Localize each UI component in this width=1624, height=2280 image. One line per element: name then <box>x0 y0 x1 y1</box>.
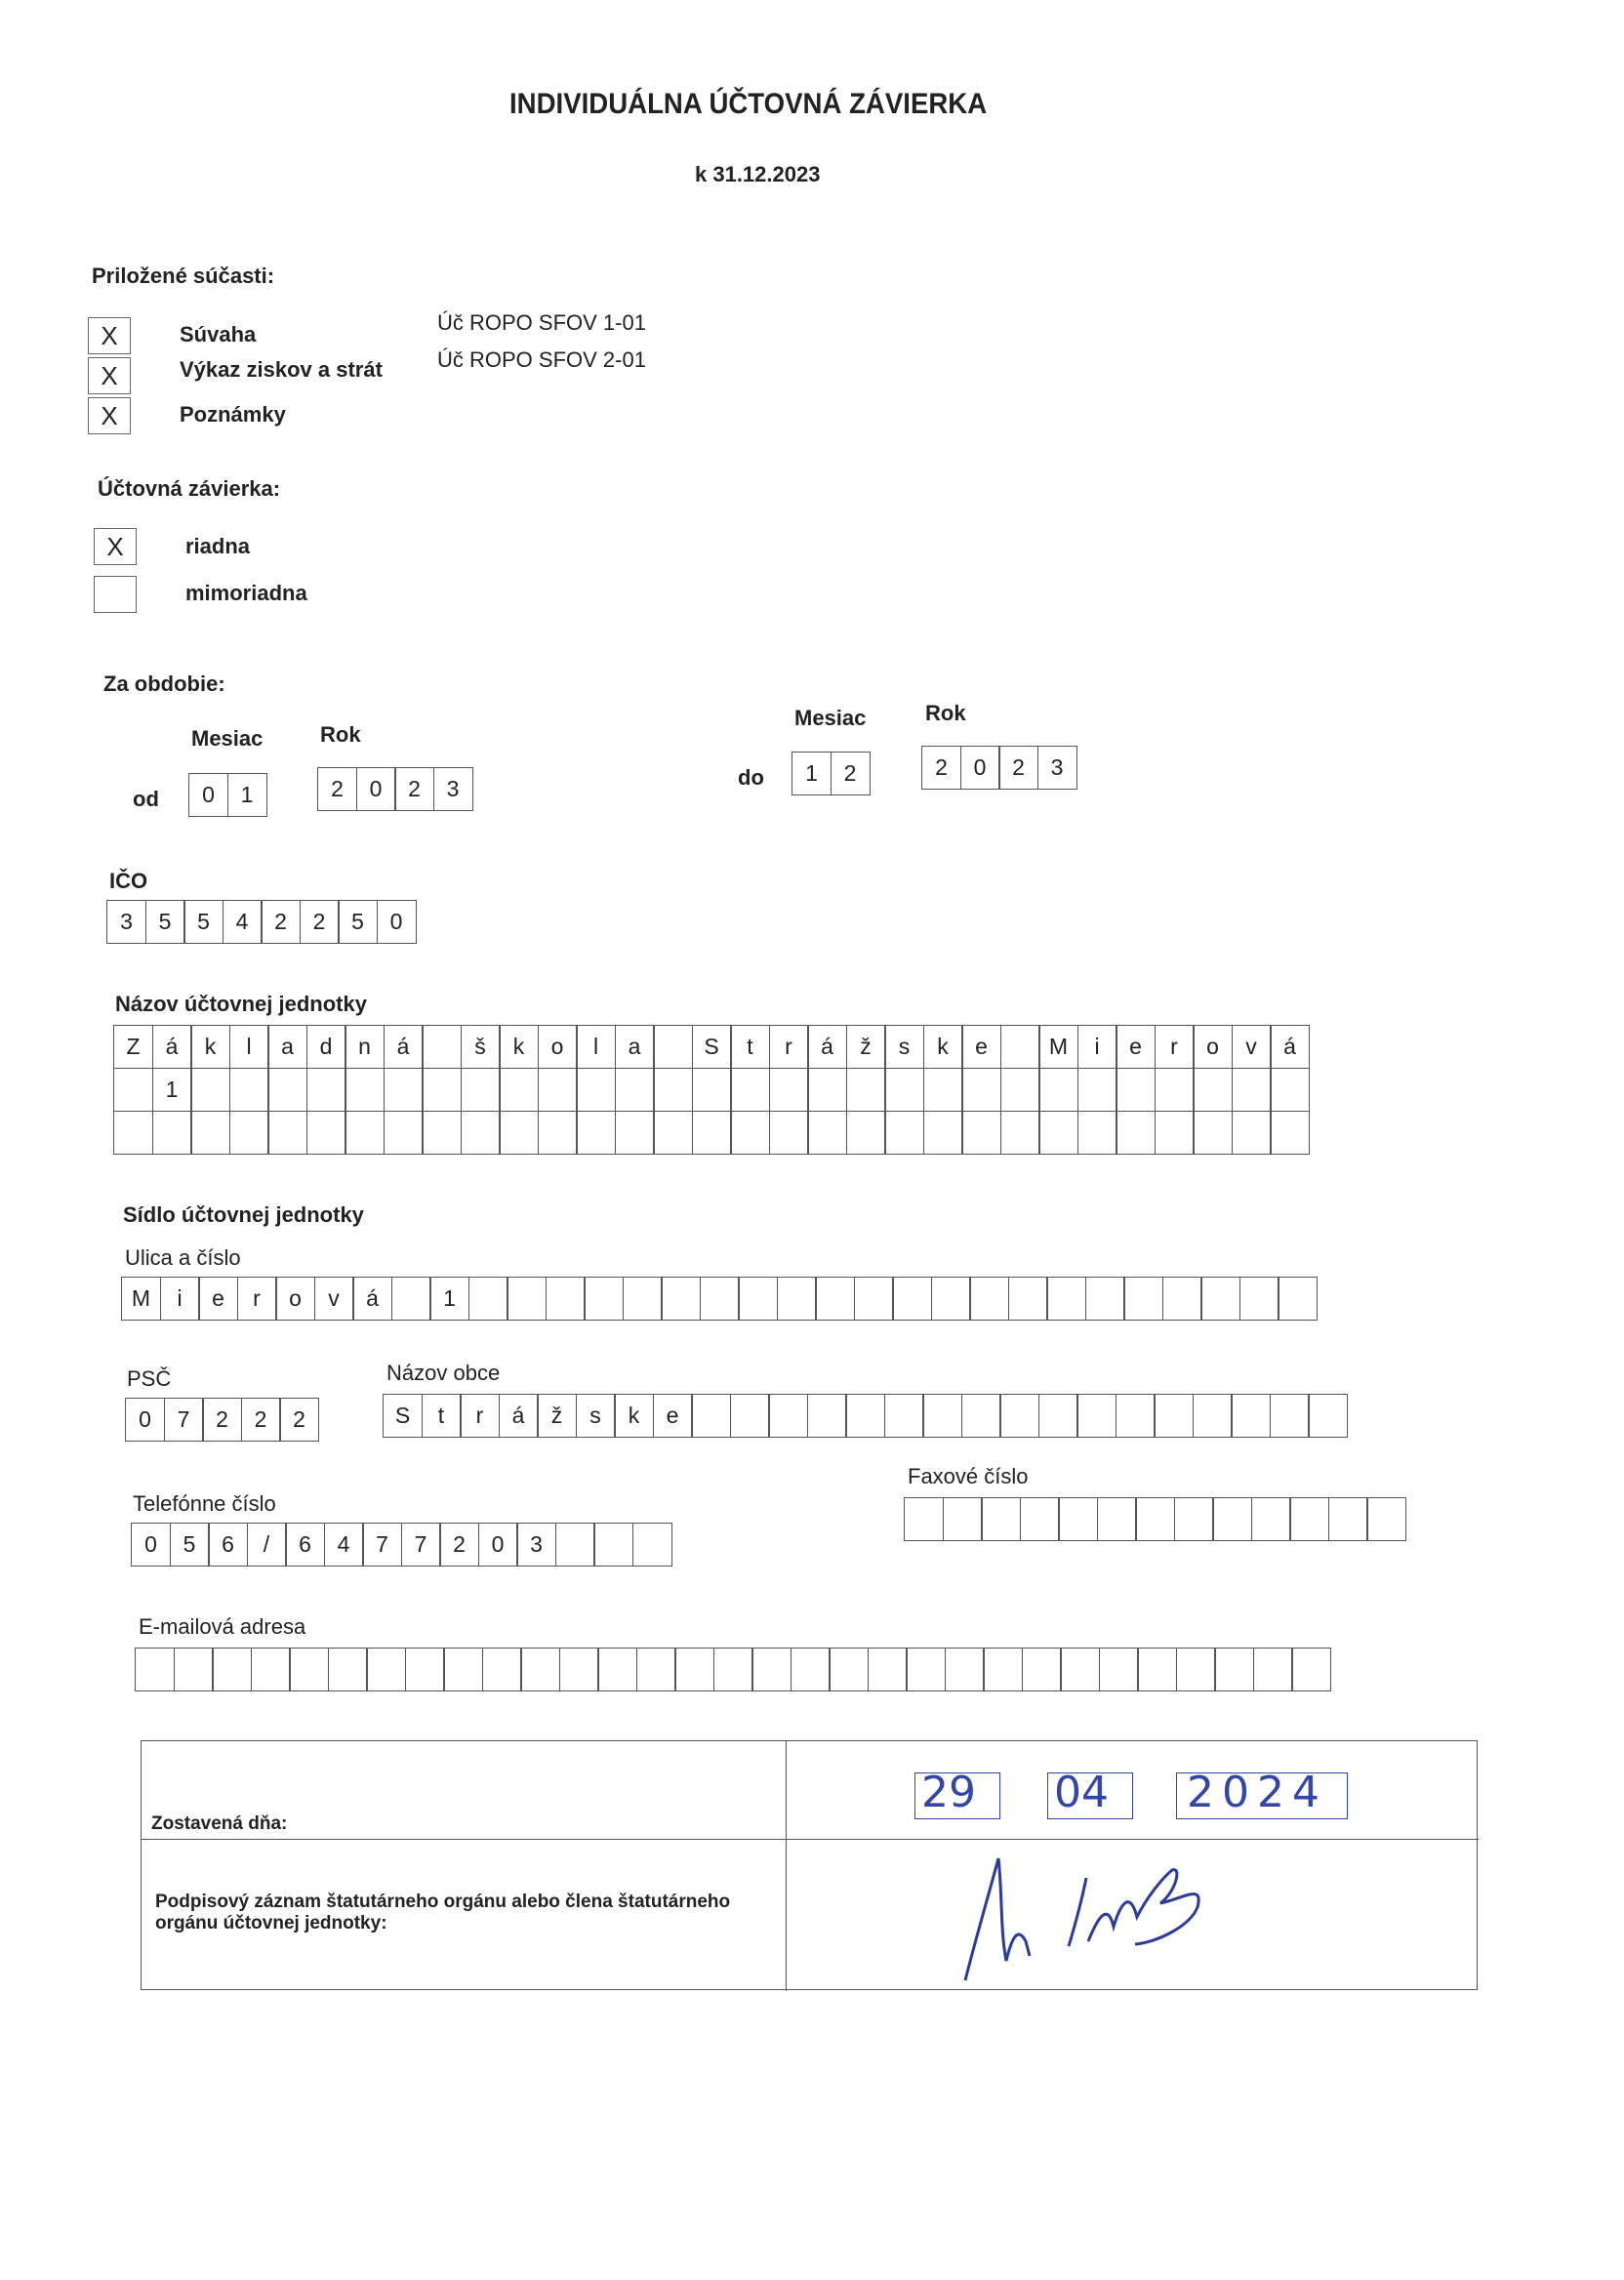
street-cell[interactable] <box>1200 1277 1240 1321</box>
name-cell[interactable] <box>345 1068 385 1112</box>
street-cell[interactable] <box>738 1277 778 1321</box>
from-year-label: Rok <box>320 722 361 747</box>
street-cell[interactable] <box>623 1277 663 1321</box>
name-cell[interactable] <box>113 1111 153 1155</box>
street-cell[interactable] <box>1085 1277 1125 1321</box>
name-cell[interactable] <box>384 1068 424 1112</box>
email-cell[interactable] <box>945 1648 985 1691</box>
from-month-cell[interactable]: 1 <box>227 773 267 817</box>
name-cell[interactable] <box>345 1111 385 1155</box>
name-cell[interactable] <box>615 1068 655 1112</box>
email-cell[interactable] <box>983 1648 1023 1691</box>
period-heading: Za obdobie: <box>103 672 225 696</box>
street-cell[interactable] <box>815 1277 855 1321</box>
email-cell[interactable] <box>1060 1648 1100 1691</box>
email-cell[interactable] <box>289 1648 329 1691</box>
compiled-label: Zostavená dňa: <box>151 1813 288 1834</box>
name-cell[interactable] <box>846 1068 886 1112</box>
email-cell[interactable] <box>1022 1648 1062 1691</box>
name-cell[interactable]: l <box>229 1025 269 1069</box>
fax-cell[interactable] <box>981 1497 1021 1541</box>
fax-cell[interactable] <box>1097 1497 1137 1541</box>
from-month-field[interactable] <box>188 773 267 817</box>
name-cell[interactable] <box>422 1111 462 1155</box>
email-cell[interactable] <box>328 1648 368 1691</box>
email-cell[interactable] <box>1214 1648 1254 1691</box>
name-cell[interactable] <box>1116 1111 1156 1155</box>
signature-label: Podpisový záznam štatutárneho orgánu alebo člena štatutárneho orgánu účtovnej jednotky: <box>155 1892 731 1934</box>
city-cell[interactable] <box>1038 1394 1078 1438</box>
fax-field[interactable] <box>904 1497 1406 1541</box>
name-cell[interactable] <box>1000 1025 1040 1069</box>
city-cell[interactable]: s <box>576 1394 616 1438</box>
fax-cell[interactable] <box>943 1497 983 1541</box>
phone-cell[interactable]: / <box>247 1523 287 1567</box>
psc-cell[interactable]: 0 <box>125 1398 165 1442</box>
psc-cell[interactable]: 2 <box>279 1398 319 1442</box>
name-cell[interactable] <box>846 1111 886 1155</box>
name-cell[interactable] <box>884 1068 924 1112</box>
name-cell[interactable] <box>461 1111 501 1155</box>
email-cell[interactable] <box>520 1648 560 1691</box>
city-cell[interactable] <box>884 1394 924 1438</box>
from-year-field[interactable] <box>317 767 473 811</box>
city-cell[interactable] <box>730 1394 770 1438</box>
street-cell[interactable]: á <box>352 1277 392 1321</box>
name-cell[interactable] <box>1155 1068 1195 1112</box>
name-cell[interactable]: š <box>461 1025 501 1069</box>
table-divider <box>786 1741 787 1991</box>
name-cell[interactable] <box>1270 1111 1310 1155</box>
name-cell[interactable]: ž <box>846 1025 886 1069</box>
email-cell[interactable] <box>174 1648 214 1691</box>
ref-suvaha: Úč ROPO SFOV 1-01 <box>437 310 646 335</box>
psc-field[interactable] <box>125 1398 319 1442</box>
street-cell[interactable] <box>584 1277 624 1321</box>
city-cell[interactable] <box>1154 1394 1194 1438</box>
email-cell[interactable] <box>1137 1648 1177 1691</box>
email-cell[interactable] <box>135 1648 175 1691</box>
city-cell[interactable] <box>1116 1394 1156 1438</box>
name-cell[interactable] <box>692 1111 732 1155</box>
email-label: E-mailová adresa <box>139 1614 306 1639</box>
name-cell[interactable] <box>229 1068 269 1112</box>
email-cell[interactable] <box>251 1648 291 1691</box>
compiled-day: 29 <box>921 1768 976 1817</box>
phone-cell[interactable]: 5 <box>170 1523 210 1567</box>
city-cell[interactable] <box>1076 1394 1116 1438</box>
email-cell[interactable] <box>405 1648 445 1691</box>
from-month-cell[interactable]: 0 <box>188 773 228 817</box>
city-cell[interactable]: k <box>614 1394 654 1438</box>
name-cell[interactable]: t <box>730 1025 770 1069</box>
to-year-label: Rok <box>925 701 966 725</box>
label-poznamky: Poznámky <box>180 402 286 427</box>
name-cell[interactable] <box>1000 1068 1040 1112</box>
name-cell[interactable]: Z <box>113 1025 153 1069</box>
from-label: od <box>133 787 159 811</box>
phone-field[interactable] <box>131 1523 672 1567</box>
name-cell[interactable] <box>1193 1111 1233 1155</box>
name-cell[interactable] <box>152 1111 192 1155</box>
street-cell[interactable] <box>468 1277 508 1321</box>
email-cell[interactable] <box>597 1648 637 1691</box>
city-cell[interactable] <box>768 1394 808 1438</box>
city-cell[interactable] <box>961 1394 1001 1438</box>
psc-label: PSČ <box>127 1366 172 1391</box>
name-cell[interactable]: k <box>499 1025 539 1069</box>
city-cell[interactable] <box>922 1394 962 1438</box>
name-field-row-2[interactable] <box>113 1068 1310 1112</box>
name-cell[interactable] <box>267 1068 307 1112</box>
name-cell[interactable] <box>538 1068 578 1112</box>
street-cell[interactable]: M <box>121 1277 161 1321</box>
email-cell[interactable] <box>636 1648 676 1691</box>
name-cell[interactable] <box>576 1111 616 1155</box>
email-cell[interactable] <box>366 1648 406 1691</box>
name-cell[interactable] <box>1232 1111 1272 1155</box>
name-cell[interactable] <box>769 1068 809 1112</box>
name-cell[interactable] <box>1038 1068 1078 1112</box>
email-cell[interactable] <box>868 1648 908 1691</box>
name-cell[interactable] <box>499 1068 539 1112</box>
email-cell[interactable] <box>1176 1648 1216 1691</box>
name-cell[interactable]: á <box>1270 1025 1310 1069</box>
street-field[interactable] <box>121 1277 1318 1321</box>
phone-label: Telefónne číslo <box>133 1491 276 1516</box>
compiled-month-box[interactable] <box>1047 1768 1133 1819</box>
street-cell[interactable] <box>1239 1277 1279 1321</box>
name-cell[interactable] <box>769 1111 809 1155</box>
from-year-cell[interactable]: 2 <box>317 767 357 811</box>
name-cell[interactable] <box>653 1111 693 1155</box>
fax-cell[interactable] <box>1058 1497 1098 1541</box>
email-cell[interactable] <box>906 1648 946 1691</box>
name-cell[interactable]: d <box>306 1025 346 1069</box>
city-cell[interactable]: ž <box>537 1394 577 1438</box>
seat-heading: Sídlo účtovnej jednotky <box>123 1202 364 1227</box>
phone-cell[interactable]: 0 <box>478 1523 518 1567</box>
name-cell[interactable] <box>807 1111 847 1155</box>
street-cell[interactable]: o <box>275 1277 315 1321</box>
name-cell[interactable]: o <box>1193 1025 1233 1069</box>
email-cell[interactable] <box>1291 1648 1331 1691</box>
to-month-cell[interactable]: 2 <box>831 752 871 795</box>
name-cell[interactable] <box>884 1111 924 1155</box>
name-cell[interactable]: a <box>615 1025 655 1069</box>
name-label: Názov účtovnej jednotky <box>115 992 367 1016</box>
signature-table <box>141 1740 1478 1990</box>
name-cell[interactable] <box>190 1068 230 1112</box>
city-cell[interactable] <box>845 1394 885 1438</box>
city-cell[interactable]: t <box>422 1394 462 1438</box>
street-cell[interactable]: 1 <box>429 1277 469 1321</box>
name-cell[interactable] <box>461 1068 501 1112</box>
fax-cell[interactable] <box>1251 1497 1291 1541</box>
ico-cell[interactable]: 5 <box>183 900 223 944</box>
street-cell[interactable] <box>1008 1277 1048 1321</box>
name-cell[interactable] <box>1193 1068 1233 1112</box>
email-cell[interactable] <box>751 1648 792 1691</box>
street-cell[interactable]: v <box>314 1277 354 1321</box>
name-cell[interactable]: a <box>267 1025 307 1069</box>
name-cell[interactable]: n <box>345 1025 385 1069</box>
name-cell[interactable]: v <box>1232 1025 1272 1069</box>
ico-cell[interactable]: 4 <box>223 900 263 944</box>
city-cell[interactable]: r <box>460 1394 500 1438</box>
city-cell[interactable]: S <box>383 1394 423 1438</box>
street-cell[interactable]: i <box>160 1277 200 1321</box>
city-cell[interactable]: á <box>499 1394 539 1438</box>
name-cell[interactable] <box>1155 1111 1195 1155</box>
from-year-cell[interactable]: 3 <box>433 767 473 811</box>
ico-cell[interactable]: 5 <box>338 900 378 944</box>
name-cell[interactable] <box>692 1068 732 1112</box>
name-cell[interactable]: e <box>961 1025 1001 1069</box>
table-divider <box>142 1839 1479 1840</box>
phone-cell[interactable]: 3 <box>516 1523 556 1567</box>
fax-cell[interactable] <box>1366 1497 1406 1541</box>
city-cell[interactable] <box>691 1394 731 1438</box>
city-label: Názov obce <box>386 1361 501 1385</box>
phone-cell[interactable]: 6 <box>285 1523 325 1567</box>
attachments-heading: Priložené súčasti: <box>92 264 275 288</box>
to-month-label: Mesiac <box>794 706 867 730</box>
name-cell[interactable] <box>113 1068 153 1112</box>
name-cell[interactable] <box>961 1111 1001 1155</box>
email-cell[interactable] <box>1253 1648 1293 1691</box>
to-year-cell[interactable]: 2 <box>921 746 961 790</box>
street-cell[interactable] <box>1123 1277 1163 1321</box>
email-cell[interactable] <box>482 1648 522 1691</box>
fax-cell[interactable] <box>904 1497 944 1541</box>
name-cell[interactable]: l <box>576 1025 616 1069</box>
name-cell[interactable]: á <box>384 1025 424 1069</box>
email-cell[interactable] <box>791 1648 831 1691</box>
fax-cell[interactable] <box>1212 1497 1252 1541</box>
fax-label: Faxové číslo <box>908 1464 1029 1488</box>
name-cell[interactable] <box>1000 1111 1040 1155</box>
city-cell[interactable] <box>999 1394 1039 1438</box>
street-cell[interactable] <box>1162 1277 1202 1321</box>
checkbox-poznamky[interactable]: X <box>88 397 131 434</box>
fax-cell[interactable] <box>1020 1497 1060 1541</box>
email-field[interactable] <box>135 1648 1331 1691</box>
city-cell[interactable] <box>1270 1394 1310 1438</box>
name-cell[interactable] <box>1077 1068 1117 1112</box>
name-cell[interactable]: S <box>692 1025 732 1069</box>
label-vykaz: Výkaz ziskov a strát <box>180 357 383 382</box>
street-cell[interactable] <box>507 1277 547 1321</box>
label-suvaha: Súvaha <box>180 322 257 346</box>
name-cell[interactable] <box>306 1111 346 1155</box>
phone-cell[interactable]: 2 <box>439 1523 479 1567</box>
street-cell[interactable] <box>700 1277 740 1321</box>
compiled-year-box[interactable] <box>1176 1768 1348 1819</box>
label-mimoriadna: mimoriadna <box>185 581 307 605</box>
checkbox-suvaha[interactable]: X <box>88 317 131 354</box>
ico-cell[interactable]: 2 <box>261 900 301 944</box>
label-riadna: riadna <box>185 534 251 558</box>
fax-cell[interactable] <box>1135 1497 1175 1541</box>
name-cell[interactable]: k <box>923 1025 963 1069</box>
to-year-cell[interactable]: 2 <box>998 746 1038 790</box>
email-cell[interactable] <box>212 1648 252 1691</box>
name-cell[interactable]: á <box>807 1025 847 1069</box>
name-cell[interactable] <box>730 1111 770 1155</box>
ico-label: IČO <box>109 869 148 893</box>
name-cell[interactable] <box>730 1068 770 1112</box>
email-cell[interactable] <box>443 1648 483 1691</box>
name-cell[interactable]: s <box>884 1025 924 1069</box>
city-cell[interactable] <box>1193 1394 1233 1438</box>
psc-cell[interactable]: 2 <box>241 1398 281 1442</box>
name-cell[interactable] <box>653 1025 693 1069</box>
name-cell[interactable] <box>615 1111 655 1155</box>
compiled-month: 04 <box>1054 1768 1109 1817</box>
name-cell[interactable]: o <box>538 1025 578 1069</box>
ico-field[interactable] <box>106 900 417 944</box>
to-year-cell[interactable]: 0 <box>960 746 1000 790</box>
name-cell[interactable]: á <box>152 1025 192 1069</box>
name-cell[interactable] <box>961 1068 1001 1112</box>
phone-cell[interactable] <box>593 1523 633 1567</box>
fax-cell[interactable] <box>1289 1497 1329 1541</box>
name-cell[interactable] <box>1038 1111 1078 1155</box>
phone-cell[interactable] <box>555 1523 595 1567</box>
to-year-cell[interactable]: 3 <box>1037 746 1077 790</box>
ref-vykaz: Úč ROPO SFOV 2-01 <box>437 347 646 372</box>
name-cell[interactable]: r <box>769 1025 809 1069</box>
statement-type-heading: Účtovná závierka: <box>98 476 281 501</box>
name-cell[interactable] <box>653 1068 693 1112</box>
fax-cell[interactable] <box>1174 1497 1214 1541</box>
phone-cell[interactable]: 4 <box>324 1523 364 1567</box>
from-year-cell[interactable]: 2 <box>394 767 434 811</box>
street-cell[interactable] <box>546 1277 586 1321</box>
name-cell[interactable]: e <box>1116 1025 1156 1069</box>
city-cell[interactable] <box>807 1394 847 1438</box>
phone-cell[interactable] <box>632 1523 672 1567</box>
from-year-cell[interactable]: 0 <box>356 767 396 811</box>
name-cell[interactable] <box>807 1068 847 1112</box>
signature-mark <box>942 1849 1332 1995</box>
name-cell[interactable]: k <box>190 1025 230 1069</box>
ico-cell[interactable]: 0 <box>377 900 417 944</box>
page-title: INDIVIDUÁLNA ÚČTOVNÁ ZÁVIERKA <box>509 88 988 120</box>
street-cell[interactable] <box>892 1277 932 1321</box>
name-cell[interactable] <box>190 1111 230 1155</box>
name-cell[interactable] <box>229 1111 269 1155</box>
ico-cell[interactable]: 3 <box>106 900 146 944</box>
ico-cell[interactable]: 2 <box>300 900 340 944</box>
street-label: Ulica a číslo <box>125 1245 241 1270</box>
name-cell[interactable] <box>1232 1068 1272 1112</box>
phone-cell[interactable]: 6 <box>208 1523 248 1567</box>
name-cell[interactable] <box>923 1111 963 1155</box>
street-cell[interactable]: e <box>198 1277 238 1321</box>
street-cell[interactable] <box>1278 1277 1318 1321</box>
street-cell[interactable] <box>931 1277 971 1321</box>
ico-cell[interactable]: 5 <box>145 900 185 944</box>
phone-cell[interactable]: 0 <box>131 1523 171 1567</box>
psc-cell[interactable]: 2 <box>202 1398 242 1442</box>
name-cell[interactable]: r <box>1155 1025 1195 1069</box>
name-cell[interactable] <box>538 1111 578 1155</box>
checkbox-vykaz[interactable]: X <box>88 357 131 394</box>
phone-cell[interactable]: 7 <box>362 1523 402 1567</box>
name-cell[interactable] <box>267 1111 307 1155</box>
name-cell[interactable] <box>923 1068 963 1112</box>
email-cell[interactable] <box>674 1648 714 1691</box>
name-cell[interactable] <box>576 1068 616 1112</box>
name-field-row-1[interactable] <box>113 1025 1310 1069</box>
name-cell[interactable] <box>422 1068 462 1112</box>
city-cell[interactable] <box>1308 1394 1348 1438</box>
name-cell[interactable] <box>306 1068 346 1112</box>
city-field[interactable] <box>383 1394 1348 1438</box>
email-cell[interactable] <box>713 1648 753 1691</box>
street-cell[interactable] <box>969 1277 1009 1321</box>
city-cell[interactable]: e <box>653 1394 693 1438</box>
name-cell[interactable]: i <box>1077 1025 1117 1069</box>
street-cell[interactable] <box>661 1277 701 1321</box>
street-cell[interactable] <box>854 1277 894 1321</box>
compiled-day-box[interactable] <box>914 1768 1000 1819</box>
street-cell[interactable]: r <box>237 1277 277 1321</box>
name-cell[interactable]: M <box>1038 1025 1078 1069</box>
street-cell[interactable] <box>777 1277 817 1321</box>
to-label: do <box>738 765 764 790</box>
checkbox-mimoriadna[interactable] <box>94 576 137 613</box>
compiled-year: 2024 <box>1187 1768 1327 1817</box>
to-year-field[interactable] <box>921 746 1077 790</box>
to-month-field[interactable] <box>792 752 871 795</box>
email-cell[interactable] <box>1099 1648 1139 1691</box>
statement-date: k 31.12.2023 <box>695 162 821 186</box>
to-month-cell[interactable]: 1 <box>792 752 832 795</box>
from-month-label: Mesiac <box>191 726 264 751</box>
street-cell[interactable] <box>1046 1277 1086 1321</box>
phone-cell[interactable]: 7 <box>401 1523 441 1567</box>
name-cell[interactable] <box>1077 1111 1117 1155</box>
name-cell[interactable] <box>1270 1068 1310 1112</box>
name-field-row-3[interactable] <box>113 1111 1310 1155</box>
city-cell[interactable] <box>1231 1394 1271 1438</box>
fax-cell[interactable] <box>1328 1497 1368 1541</box>
name-cell[interactable] <box>384 1111 424 1155</box>
name-cell[interactable] <box>499 1111 539 1155</box>
checkbox-riadna[interactable]: X <box>94 528 137 565</box>
name-cell[interactable]: 1 <box>152 1068 192 1112</box>
name-cell[interactable] <box>1116 1068 1156 1112</box>
email-cell[interactable] <box>559 1648 599 1691</box>
name-cell[interactable] <box>422 1025 462 1069</box>
email-cell[interactable] <box>829 1648 869 1691</box>
psc-cell[interactable]: 7 <box>164 1398 204 1442</box>
street-cell[interactable] <box>391 1277 431 1321</box>
